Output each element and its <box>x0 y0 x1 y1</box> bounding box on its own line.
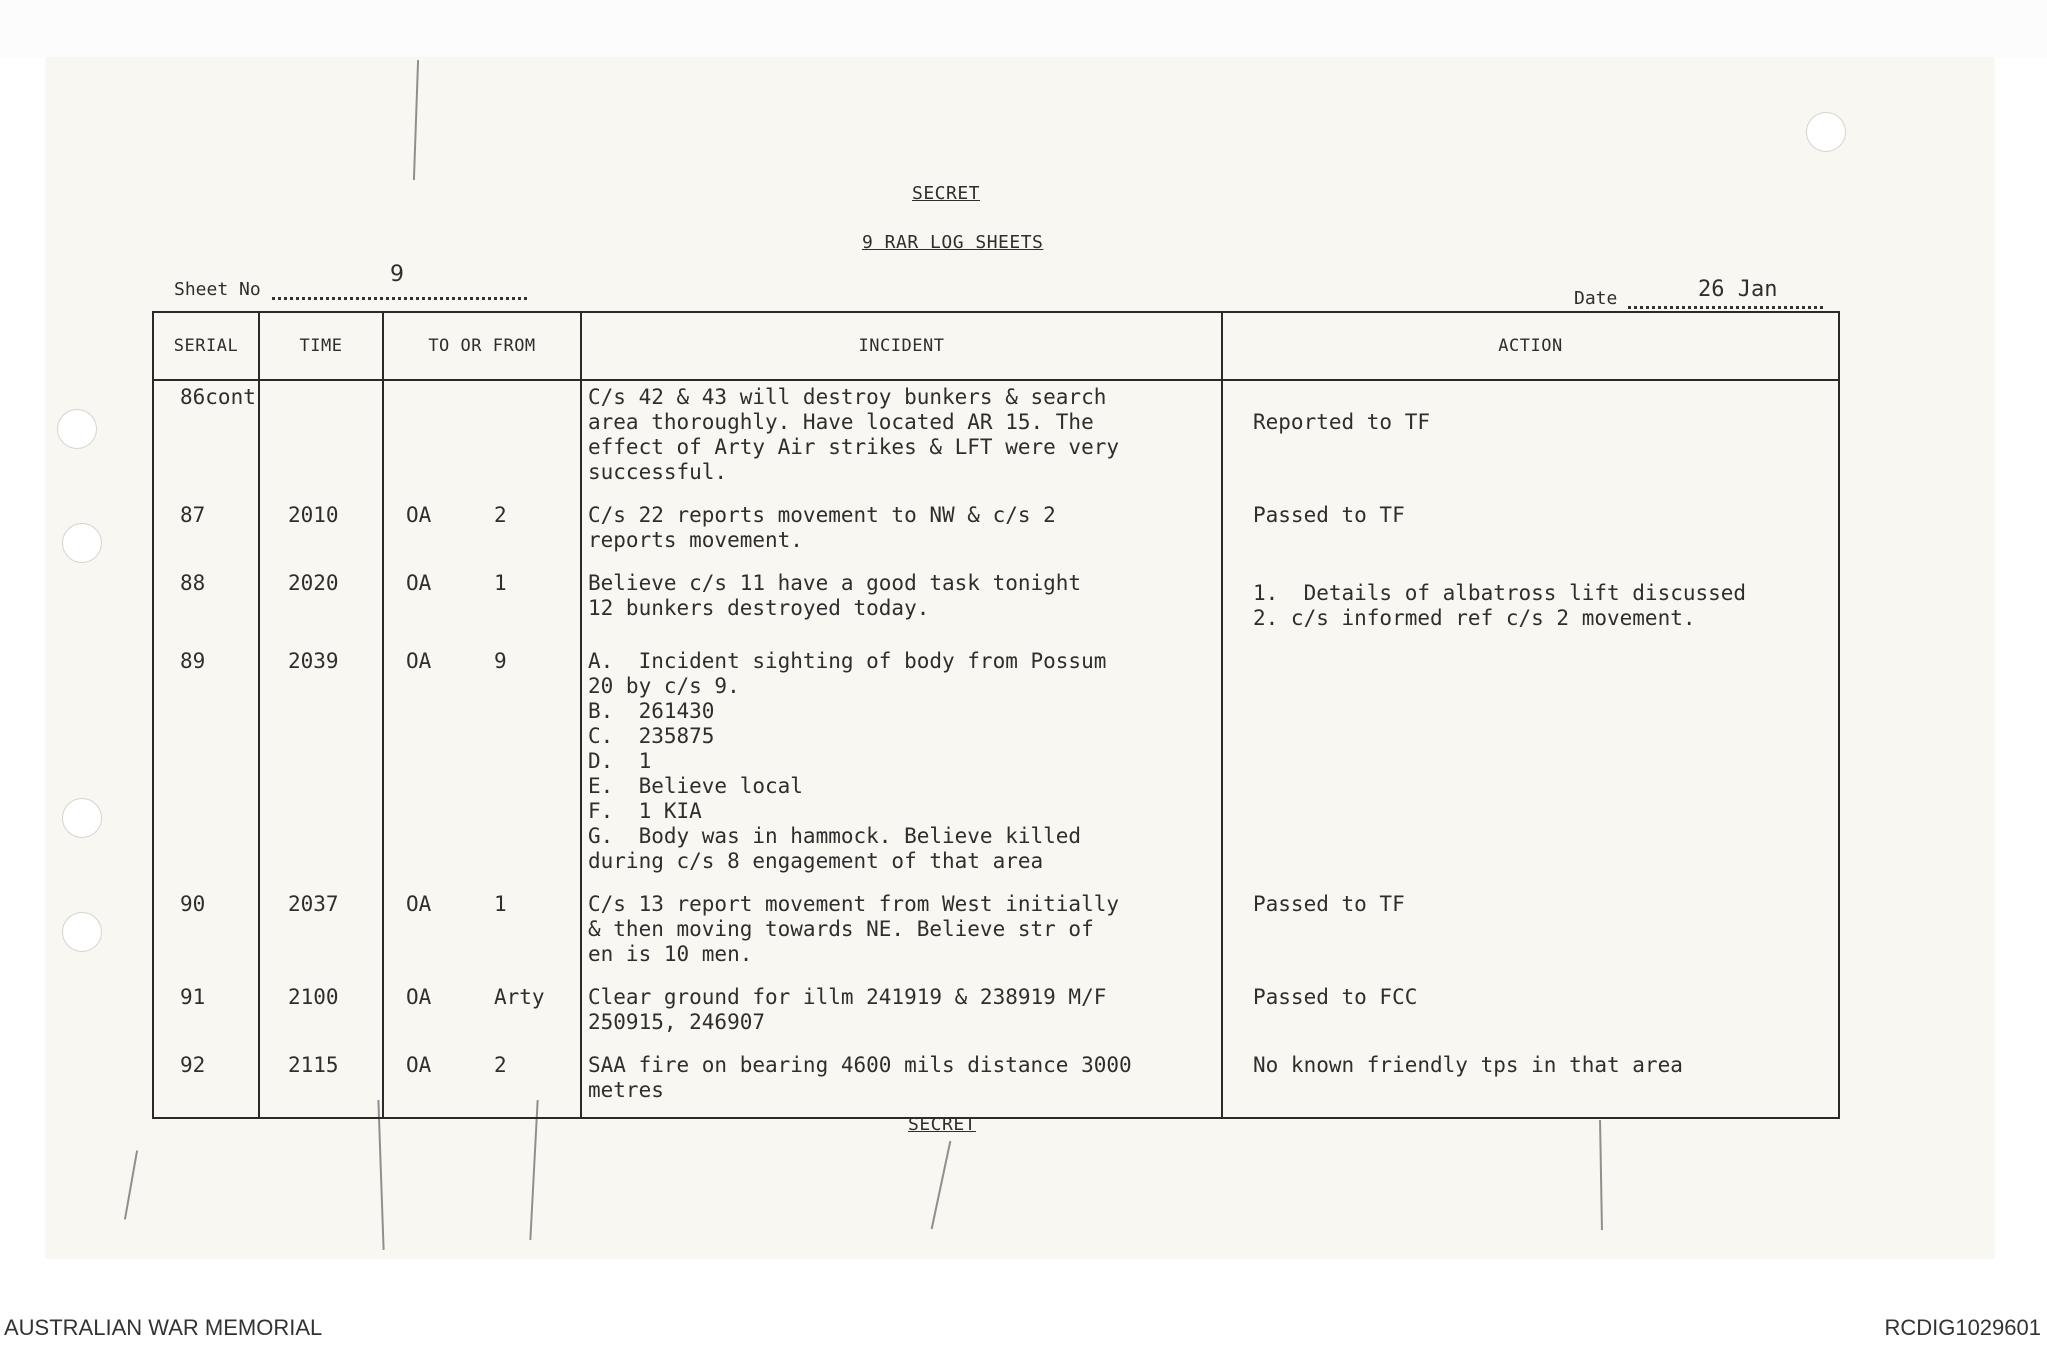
punch-hole <box>62 912 102 952</box>
cell-serial: 87 <box>153 499 259 567</box>
table-header-row <box>153 312 1839 380</box>
cell-to-or-from <box>383 380 581 499</box>
header-time: TIME <box>259 312 383 380</box>
punch-hole <box>57 409 97 449</box>
scan-top-margin <box>0 0 2047 58</box>
header-action: ACTION <box>1222 312 1839 380</box>
table-row <box>153 499 1839 567</box>
punch-hole <box>62 798 102 838</box>
table-row <box>153 645 1839 888</box>
log-table <box>152 311 1840 1119</box>
date-value: 26 Jan <box>1698 277 1778 302</box>
cell-time: 2039 <box>259 645 383 888</box>
table-row <box>153 567 1839 645</box>
cell-originator: OA <box>406 985 432 1009</box>
cell-action: Passed to TF <box>1253 503 1405 527</box>
cell-to-or-from <box>383 1049 581 1118</box>
header-to-or-from: TO OR FROM <box>383 312 581 380</box>
cell-originator: OA <box>406 892 432 916</box>
cell-time: 2037 <box>259 888 383 981</box>
cell-recipient: 2 <box>494 503 507 527</box>
cell-serial: 91 <box>153 981 259 1049</box>
cell-action: Passed to FCC <box>1253 985 1418 1009</box>
cell-time: 2020 <box>259 567 383 645</box>
cell-recipient: 9 <box>494 649 507 673</box>
document-title: 9 RAR LOG SHEETS <box>862 232 1044 253</box>
cell-incident: Clear ground for illm 241919 & 238919 M/F 250915, 246907 <box>581 981 1222 1049</box>
header-incident: INCIDENT <box>581 312 1222 380</box>
header-serial: SERIAL <box>153 312 259 380</box>
date-dots <box>1628 306 1823 309</box>
cell-serial: 88 <box>153 567 259 645</box>
cell-time: 2115 <box>259 1049 383 1118</box>
footer-record-id: RCDIG1029601 <box>1884 1315 2041 1340</box>
table-row <box>153 888 1839 981</box>
sheet-number-value: 9 <box>390 262 404 287</box>
cell-to-or-from <box>383 499 581 567</box>
cell-originator: OA <box>406 649 432 673</box>
table-row <box>153 1049 1839 1118</box>
cell-recipient: Arty <box>494 985 545 1009</box>
cell-serial: 92 <box>153 1049 259 1118</box>
punch-hole <box>62 523 102 563</box>
cell-incident: C/s 42 & 43 will destroy bunkers & search area thoroughly. Have located AR 15. The effect of Arty Air strikes & LFT were very successful. <box>581 380 1222 499</box>
cell-originator: OA <box>406 571 432 595</box>
table-row <box>153 981 1839 1049</box>
cell-originator: OA <box>406 1053 432 1077</box>
cell-incident: A. Incident sighting of body from Possum 20 by c/s 9. B. 261430 C. 235875 D. 1 E. Believe local F. 1 KIA G. Body was in hammock. Believe killed during c/s 8 engagement of that area <box>581 645 1222 888</box>
cell-to-or-from <box>383 645 581 888</box>
cell-recipient: 1 <box>494 571 507 595</box>
date-label: Date <box>1574 288 1618 309</box>
sheet-number-field <box>174 279 527 300</box>
cell-action: Passed to TF <box>1253 892 1405 916</box>
cell-to-or-from <box>383 888 581 981</box>
cell-time: 2100 <box>259 981 383 1049</box>
cell-recipient: 1 <box>494 892 507 916</box>
sheet-number-label: Sheet No <box>174 279 261 300</box>
cell-to-or-from <box>383 567 581 645</box>
cell-action: Reported to TF <box>1253 410 1431 434</box>
cell-serial: 89 <box>153 645 259 888</box>
cell-originator: OA <box>406 503 432 527</box>
cell-action: 1. Details of albatross lift discussed 2. c/s informed ref c/s 2 movement. <box>1253 581 1747 630</box>
cell-time: 2010 <box>259 499 383 567</box>
classification-top: SECRET <box>912 183 981 204</box>
cell-incident: Believe c/s 11 have a good task tonight 12 bunkers destroyed today. <box>581 567 1222 645</box>
cell-serial: 90 <box>153 888 259 981</box>
cell-incident: C/s 22 reports movement to NW & c/s 2 reports movement. <box>581 499 1222 567</box>
cell-incident: C/s 13 report movement from West initially & then moving towards NE. Believe str of en is 10 men. <box>581 888 1222 981</box>
cell-time <box>259 380 383 499</box>
cell-action: No known friendly tps in that area <box>1253 1053 1683 1077</box>
cell-serial: 86cont <box>153 380 259 499</box>
sheet-number-dots <box>272 297 527 300</box>
cell-action <box>1222 645 1839 888</box>
table-row <box>153 380 1839 499</box>
footer-archive-name: AUSTRALIAN WAR MEMORIAL <box>4 1315 323 1340</box>
cell-to-or-from <box>383 981 581 1049</box>
punch-hole <box>1806 112 1846 152</box>
cell-recipient: 2 <box>494 1053 507 1077</box>
classification-bottom: SECRET <box>908 1114 977 1135</box>
cell-incident: SAA fire on bearing 4600 mils distance 3000 metres <box>581 1049 1222 1118</box>
